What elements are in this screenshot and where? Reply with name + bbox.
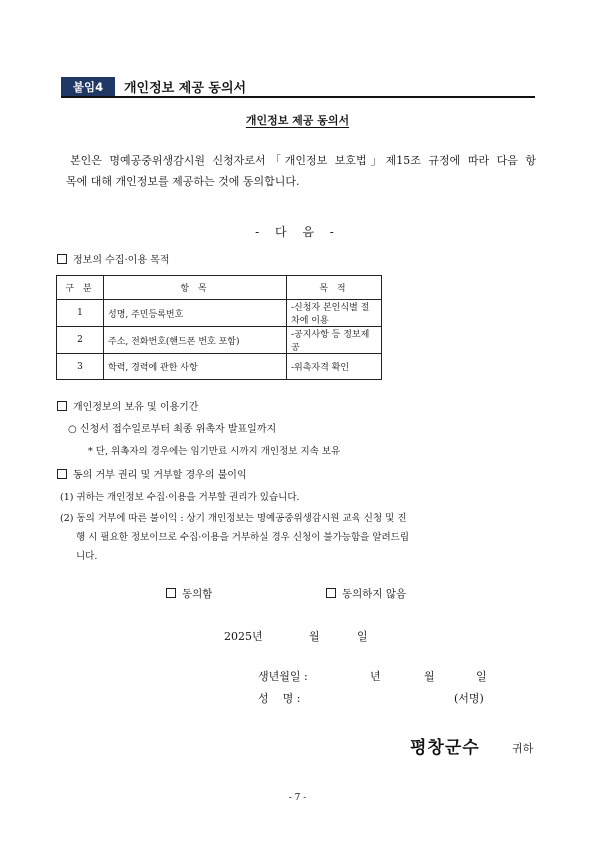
attachment-badge: 붙임4 xyxy=(61,77,115,96)
name-label: 성 명 : xyxy=(258,692,301,705)
section-retention xyxy=(57,398,198,413)
retention-note: * 단, 위촉자의 경우에는 임기만료 시까지 개인정보 지속 보유 xyxy=(88,446,341,457)
retention-item: ○ 신청서 접수일로부터 최종 위촉자 발표일까지 xyxy=(68,424,277,435)
document-title xyxy=(0,112,595,128)
table-cell: 주소, 전화번호(핸드폰 번호 포함) xyxy=(104,327,287,354)
dagum-heading: - 다 음 - xyxy=(255,225,340,239)
table-cell: 학력, 경력에 관한 사항 xyxy=(104,354,287,380)
intro-paragraph xyxy=(66,150,536,192)
refusal-item-2-line-2: 행 시 필요한 정보이므로 수집·이용을 거부하실 경우 신청이 불가능함을 알려드립 xyxy=(76,532,410,543)
disagree-option[interactable] xyxy=(326,586,406,601)
birth-year: 년 xyxy=(370,670,381,683)
disagree-label: 동의하지 않음 xyxy=(342,588,407,600)
table-header-cell: 항 목 xyxy=(104,276,287,300)
purpose-table xyxy=(56,275,382,380)
section-refusal-title: 동의 거부 권리 및 거부할 경우의 불이익 xyxy=(73,470,247,481)
agree-option[interactable] xyxy=(166,586,212,601)
date-day: 일 xyxy=(357,630,368,643)
birth-label: 생년월일 : xyxy=(258,670,308,683)
date-month: 월 xyxy=(309,630,320,643)
recipient-name: 평창군수 xyxy=(410,738,480,758)
table-header-cell: 구 분 xyxy=(57,276,104,300)
agree-label: 동의함 xyxy=(182,588,213,600)
birth-month: 월 xyxy=(424,670,435,683)
signature-seal: (서명) xyxy=(454,692,484,705)
checkbox-icon xyxy=(57,469,67,479)
table-row xyxy=(57,327,382,354)
date-year: 2025년 xyxy=(224,630,263,643)
refusal-item-1: (1) 귀하는 개인정보 수집·이용을 거부할 권리가 있습니다. xyxy=(60,492,300,503)
checkbox-icon xyxy=(57,254,67,264)
refusal-item-2-line-1: (2) 동의 거부에 따른 불이익 : 상기 개인정보는 명예공중위생감시원 교육 신청 및 진 xyxy=(60,513,407,524)
header-divider xyxy=(61,96,535,98)
section-refusal xyxy=(57,466,247,481)
header-title: 개인정보 제공 동의서 xyxy=(124,81,247,96)
section-purpose-title: 정보의 수집·이용 목적 xyxy=(73,255,170,266)
table-cell: 성명, 주민등록번호 xyxy=(104,300,287,327)
birth-day: 일 xyxy=(476,670,487,683)
table-cell: -신청자 본인식별 절차에 이용 xyxy=(287,300,382,327)
checkbox-icon xyxy=(57,401,67,411)
table-header-row xyxy=(57,276,382,300)
section-retention-title: 개인정보의 보유 및 이용기간 xyxy=(73,402,199,413)
page-number: - 7 - xyxy=(288,793,307,803)
recipient-suffix: 귀하 xyxy=(512,742,534,755)
refusal-item-2-line-3: 니다. xyxy=(76,551,98,562)
table-row xyxy=(57,300,382,327)
table-cell: 3 xyxy=(57,354,104,380)
table-header-cell: 목 적 xyxy=(287,276,382,300)
table-cell: -공지사항 등 정보제공 xyxy=(287,327,382,354)
agree-checkbox[interactable] xyxy=(166,588,176,598)
document-title-text: 개인정보 제공 동의서 xyxy=(245,114,350,127)
table-cell: 2 xyxy=(57,327,104,354)
intro-line-2: 목에 대해 개인정보를 제공하는 것에 동의합니다. xyxy=(66,175,300,188)
table-cell: -위촉자격 확인 xyxy=(287,354,382,380)
disagree-checkbox[interactable] xyxy=(326,588,336,598)
table-row xyxy=(57,354,382,380)
table-cell: 1 xyxy=(57,300,104,327)
section-purpose xyxy=(57,251,169,266)
intro-line-1: 본인은 명예공중위생감시원 신청자로서「개인정보 보호법」제15조 규정에 따라 다음 항 xyxy=(70,154,536,167)
